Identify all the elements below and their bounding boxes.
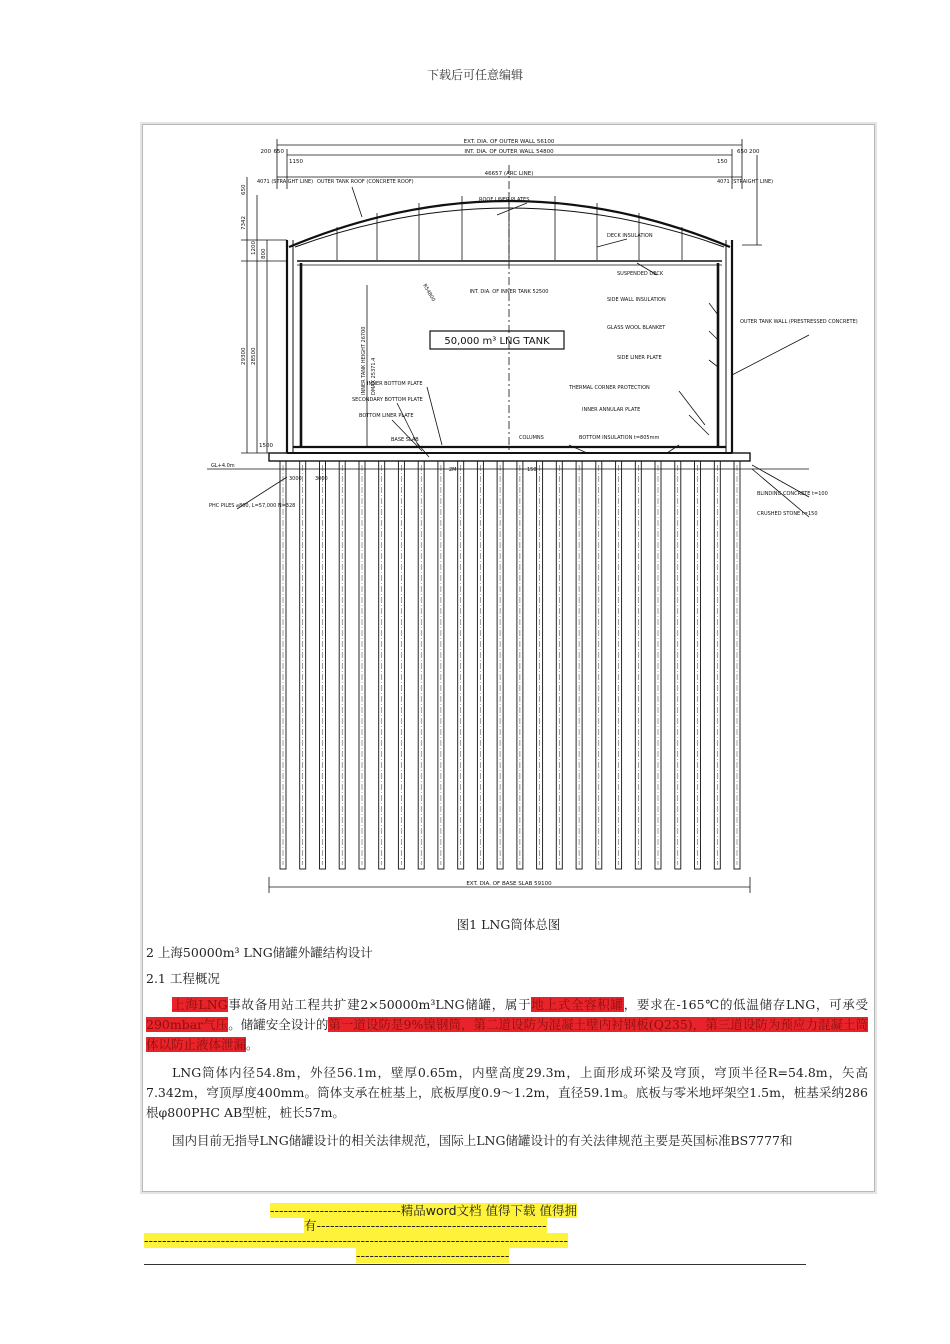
radius-label: R54800	[421, 283, 437, 303]
dim-arc-line: 46657 (ARC LINE)	[484, 171, 534, 177]
dim-200-left: 200	[260, 149, 271, 155]
pile-dim-mid2: 150	[527, 467, 537, 473]
para1-text-2: ，要求在-165℃的低温储存LNG，可承受	[623, 997, 868, 1012]
dim-outer-wall-ext: EXT. DIA. OF OUTER WALL 56100	[463, 139, 555, 145]
dim-200-right: 200	[749, 149, 760, 155]
base-slab-dia: EXT. DIA. OF BASE SLAB 59100	[466, 881, 552, 887]
para1-text-1: 事故备用站工程共扩建2×50000m³LNG储罐，属于	[227, 997, 532, 1012]
label-thermal-corner: THERMAL CORNER PROTECTION	[569, 385, 650, 391]
footer-line-4-text: ----------------------------------	[356, 1248, 510, 1263]
label-base-slab: BASE SLAB	[391, 437, 419, 443]
dim-left-1200: 1200	[251, 241, 257, 255]
label-bottom-liner: BOTTOM LINER PLATE	[359, 413, 414, 419]
dim-1150: 1150	[289, 159, 303, 165]
content-frame	[142, 124, 875, 1192]
blinding-concrete: BLINDING CONCRETE t=100	[757, 491, 828, 497]
lng-tank-cad-figure	[197, 135, 858, 905]
label-outer-tank-roof: OUTER TANK ROOF (CONCRETE ROOF)	[317, 179, 414, 185]
footer-line-2	[144, 1218, 808, 1233]
dim-650-right: 650	[737, 149, 748, 155]
label-side-liner: SIDE LINER PLATE	[617, 355, 662, 361]
dim-straight-right: 4071 (STRAIGHT LINE)	[717, 179, 774, 185]
tank-label: 50,000 m³ LNG TANK	[444, 336, 550, 347]
dim-straight-left: 4071 (STRAIGHT LINE)	[257, 179, 314, 185]
paragraph-overview	[146, 995, 868, 1055]
dim-left-1500: 1500	[259, 443, 273, 449]
highlight-pressure: 290mbar气压	[146, 1017, 229, 1032]
dim-left-28500: 28500	[251, 347, 257, 365]
label-inner-tank-dia: INT. DIA. OF INNER TANK 52500	[469, 289, 549, 295]
section-2-1-title: 2.1 工程概况	[146, 971, 220, 986]
highlight-shanghai-lng: 上海LNG	[172, 997, 228, 1012]
body-text	[146, 943, 868, 1159]
label-columns: COLUMNS	[519, 435, 544, 441]
paragraph-dimensions: LNG筒体内径54.8m，外径56.1m，壁厚0.65m，内壁高度29.3m，上面形成环梁及穹顶，穹顶半径R=54.8m，矢高7.342m，穹顶厚度400mm。筒体支承在桩基上，底板厚度0.9～1.2m，直径59.1m。底板与零米地坪架空1.5m，桩基采纳286根φ800PHC AB型桩，桩长57m。	[146, 1065, 868, 1120]
label-inner-bottom: INNER BOTTOM PLATE	[367, 381, 423, 387]
phc-piles-label: PHC PILES ⌀800, L=57,000 N=328	[209, 503, 296, 509]
dim-left-7342: 7342	[241, 216, 247, 230]
label-inner-annular: INNER ANNULAR PLATE	[582, 407, 641, 413]
footer-line-3-text: ----------------------------------------------------------------------------------------------	[144, 1233, 568, 1248]
dim-left-29300: 29300	[241, 347, 247, 365]
crushed-stone: CRUSHED STONE t=150	[757, 511, 818, 517]
footer-line-4	[144, 1248, 808, 1263]
section-2-title: 2 上海50000m³ LNG储罐外罐结构设计	[146, 945, 373, 960]
figure-caption: 图1 LNG筒体总图	[456, 917, 561, 932]
dim-650-left: 650	[273, 149, 284, 155]
pile-dim-mid1: 2M	[449, 467, 457, 473]
paragraph-codes: 国内目前无指导LNG储罐设计的相关法律规范，国际上LNG储罐设计的有关法律规范主要是英国标准BS7777和	[172, 1133, 793, 1148]
footer-line-1-text: -----------------------------精品word文档 值得下载 值得拥	[270, 1203, 577, 1218]
dmax-label: DMAX 25371.4	[371, 357, 377, 395]
header-note: 下载后可任意编辑	[426, 68, 523, 82]
footer-banner	[144, 1203, 808, 1263]
label-deck-insulation: DECK INSULATION	[607, 233, 653, 239]
highlight-full-containment: 地上式全容积罐	[531, 997, 624, 1012]
pile-group	[280, 461, 740, 869]
pile-dim-left: 3000	[289, 476, 302, 482]
label-bottom-insulation: BOTTOM INSULATION t=805mm	[579, 435, 660, 441]
footer-rule	[144, 1264, 806, 1265]
footer-line-1	[144, 1203, 808, 1218]
dim-150: 150	[717, 159, 728, 165]
ground-level: GL+4.0m	[211, 463, 235, 469]
footer-line-3	[144, 1233, 808, 1248]
dim-left-800: 800	[261, 248, 267, 259]
label-suspended-deck: SUSPENDED DECK	[617, 271, 664, 277]
label-side-wall-insulation: SIDE WALL INSULATION	[607, 297, 666, 303]
lng-tank-drawing	[197, 135, 858, 905]
inner-tank-height: INNER TANK HEIGHT 26700	[361, 326, 367, 395]
pile-dim-left2: 3000	[315, 476, 328, 482]
para1-text-3: 。储罐安全设计的	[228, 1017, 329, 1032]
label-secondary-bottom: SECONDARY BOTTOM PLATE	[352, 397, 423, 403]
para1-text-4: 。	[246, 1037, 259, 1052]
highlight-safety-layers: 第一道设防是9%镍钢筒，第二道设防为混凝土壁内衬钢板(Q235)，第三道设防为预应力混凝土筒体以防止液体泄漏	[146, 1017, 868, 1052]
dim-left-650: 650	[241, 184, 247, 195]
label-roof-liner: ROOF LINER PLATES	[479, 197, 530, 203]
footer-line-2-text: 有---------------------------------------------------	[304, 1218, 547, 1233]
label-outer-tank-wall: OUTER TANK WALL (PRESTRESSED CONCRETE)	[740, 319, 858, 325]
label-glass-wool: GLASS WOOL BLANKET	[607, 325, 666, 331]
dim-outer-wall-int: INT. DIA. OF OUTER WALL 54800	[464, 149, 554, 155]
